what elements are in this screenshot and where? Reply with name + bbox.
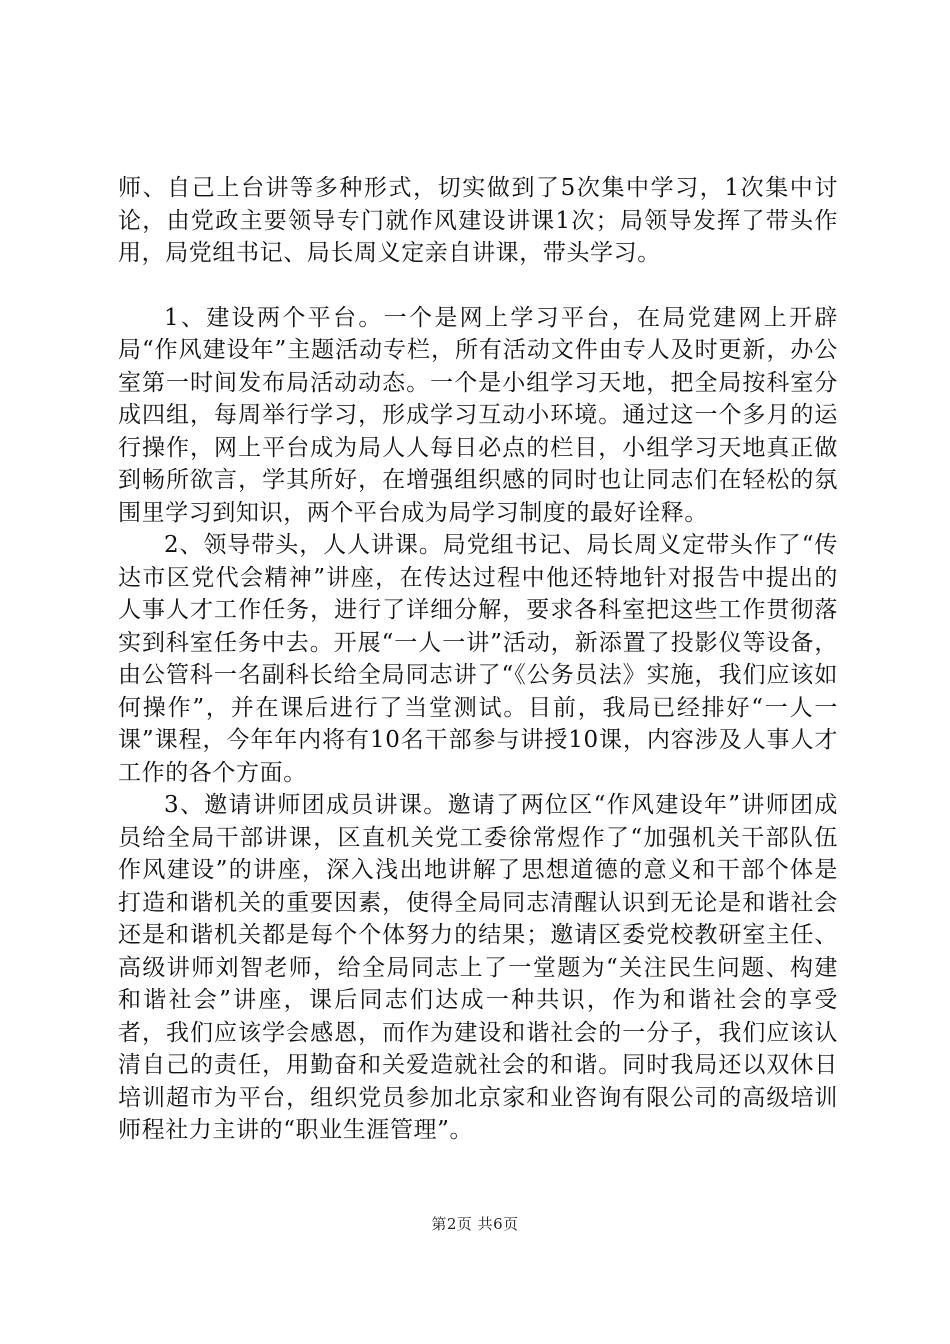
page-footer: 第2页 共6页 [431,1215,519,1233]
document-body [118,172,838,1147]
paragraph-item-3: 3、邀请讲师团成员讲课。邀请了两位区“作风建设年”讲师团成员给全局干部讲课，区直机关党工委徐常煜作了“加强机关干部队伍作风建设”的讲座，深入浅出地讲解了思想道德的意义和干部个体是打造和谐机关的重要因素，使得全局同志清醒认识到无论是和谐社会还是和谐机关都是每个个体努力的结果；邀请区委党校教研室主任、高级讲师刘智老师，给全局同志上了一堂题为“关注民生问题、构建和谐社会”讲座，课后同志们达成一种共识，作为和谐社会的享受者，我们应该学会感恩，而作为建设和谐社会的一分子，我们应该认清自己的责任，用勤奋和关爱造就社会的和谐。同时我局还以双休日培训超市为平台，组织党员参加北京家和业咨询有限公司的高级培训师程社力主讲的“职业生涯管理”。 [118,792,838,1143]
paragraph-item-1: 1、建设两个平台。一个是网上学习平台，在局党建网上开辟局“作风建设年”主题活动专栏，所有活动文件由专人及时更新，办公室第一时间发布局活动动态。一个是小组学习天地，把全局按科室分成四组，每周举行学习，形成学习互动小环境。通过这一个多月的运行操作，网上平台成为局人人每日必点的栏目，小组学习天地真正做到畅所欲言，学其所好，在增强组织感的同时也让同志们在轻松的氛围里学习到知识，两个平台成为局学习制度的最好诠释。 [118,304,838,526]
paragraph-item-2: 2、领导带头，人人讲课。局党组书记、局长周义定带头作了“传达市区党代会精神”讲座，在传达过程中他还特地针对报告中提出的人事人才工作任务，进行了详细分解，要求各科室把这些工作贯彻落实到科室任务中去。开展“一人一讲”活动，新添置了投影仪等设备，由公管科一名副科长给全局同志讲了“《公务员法》实施，我们应该如何操作”，并在课后进行了当堂测试。目前，我局已经排好“一人一课”课程，今年年内将有10名干部参与讲授10课，内容涉及人事人才工作的各个方面。 [118,532,838,786]
paragraph-continuation: 师、自己上台讲等多种形式，切实做到了5次集中学习，1次集中讨论，由党政主要领导专门就作风建设讲课1次；局领导发挥了带头作用，局党组书记、局长周义定亲自讲课，带头学习。 [118,175,838,266]
